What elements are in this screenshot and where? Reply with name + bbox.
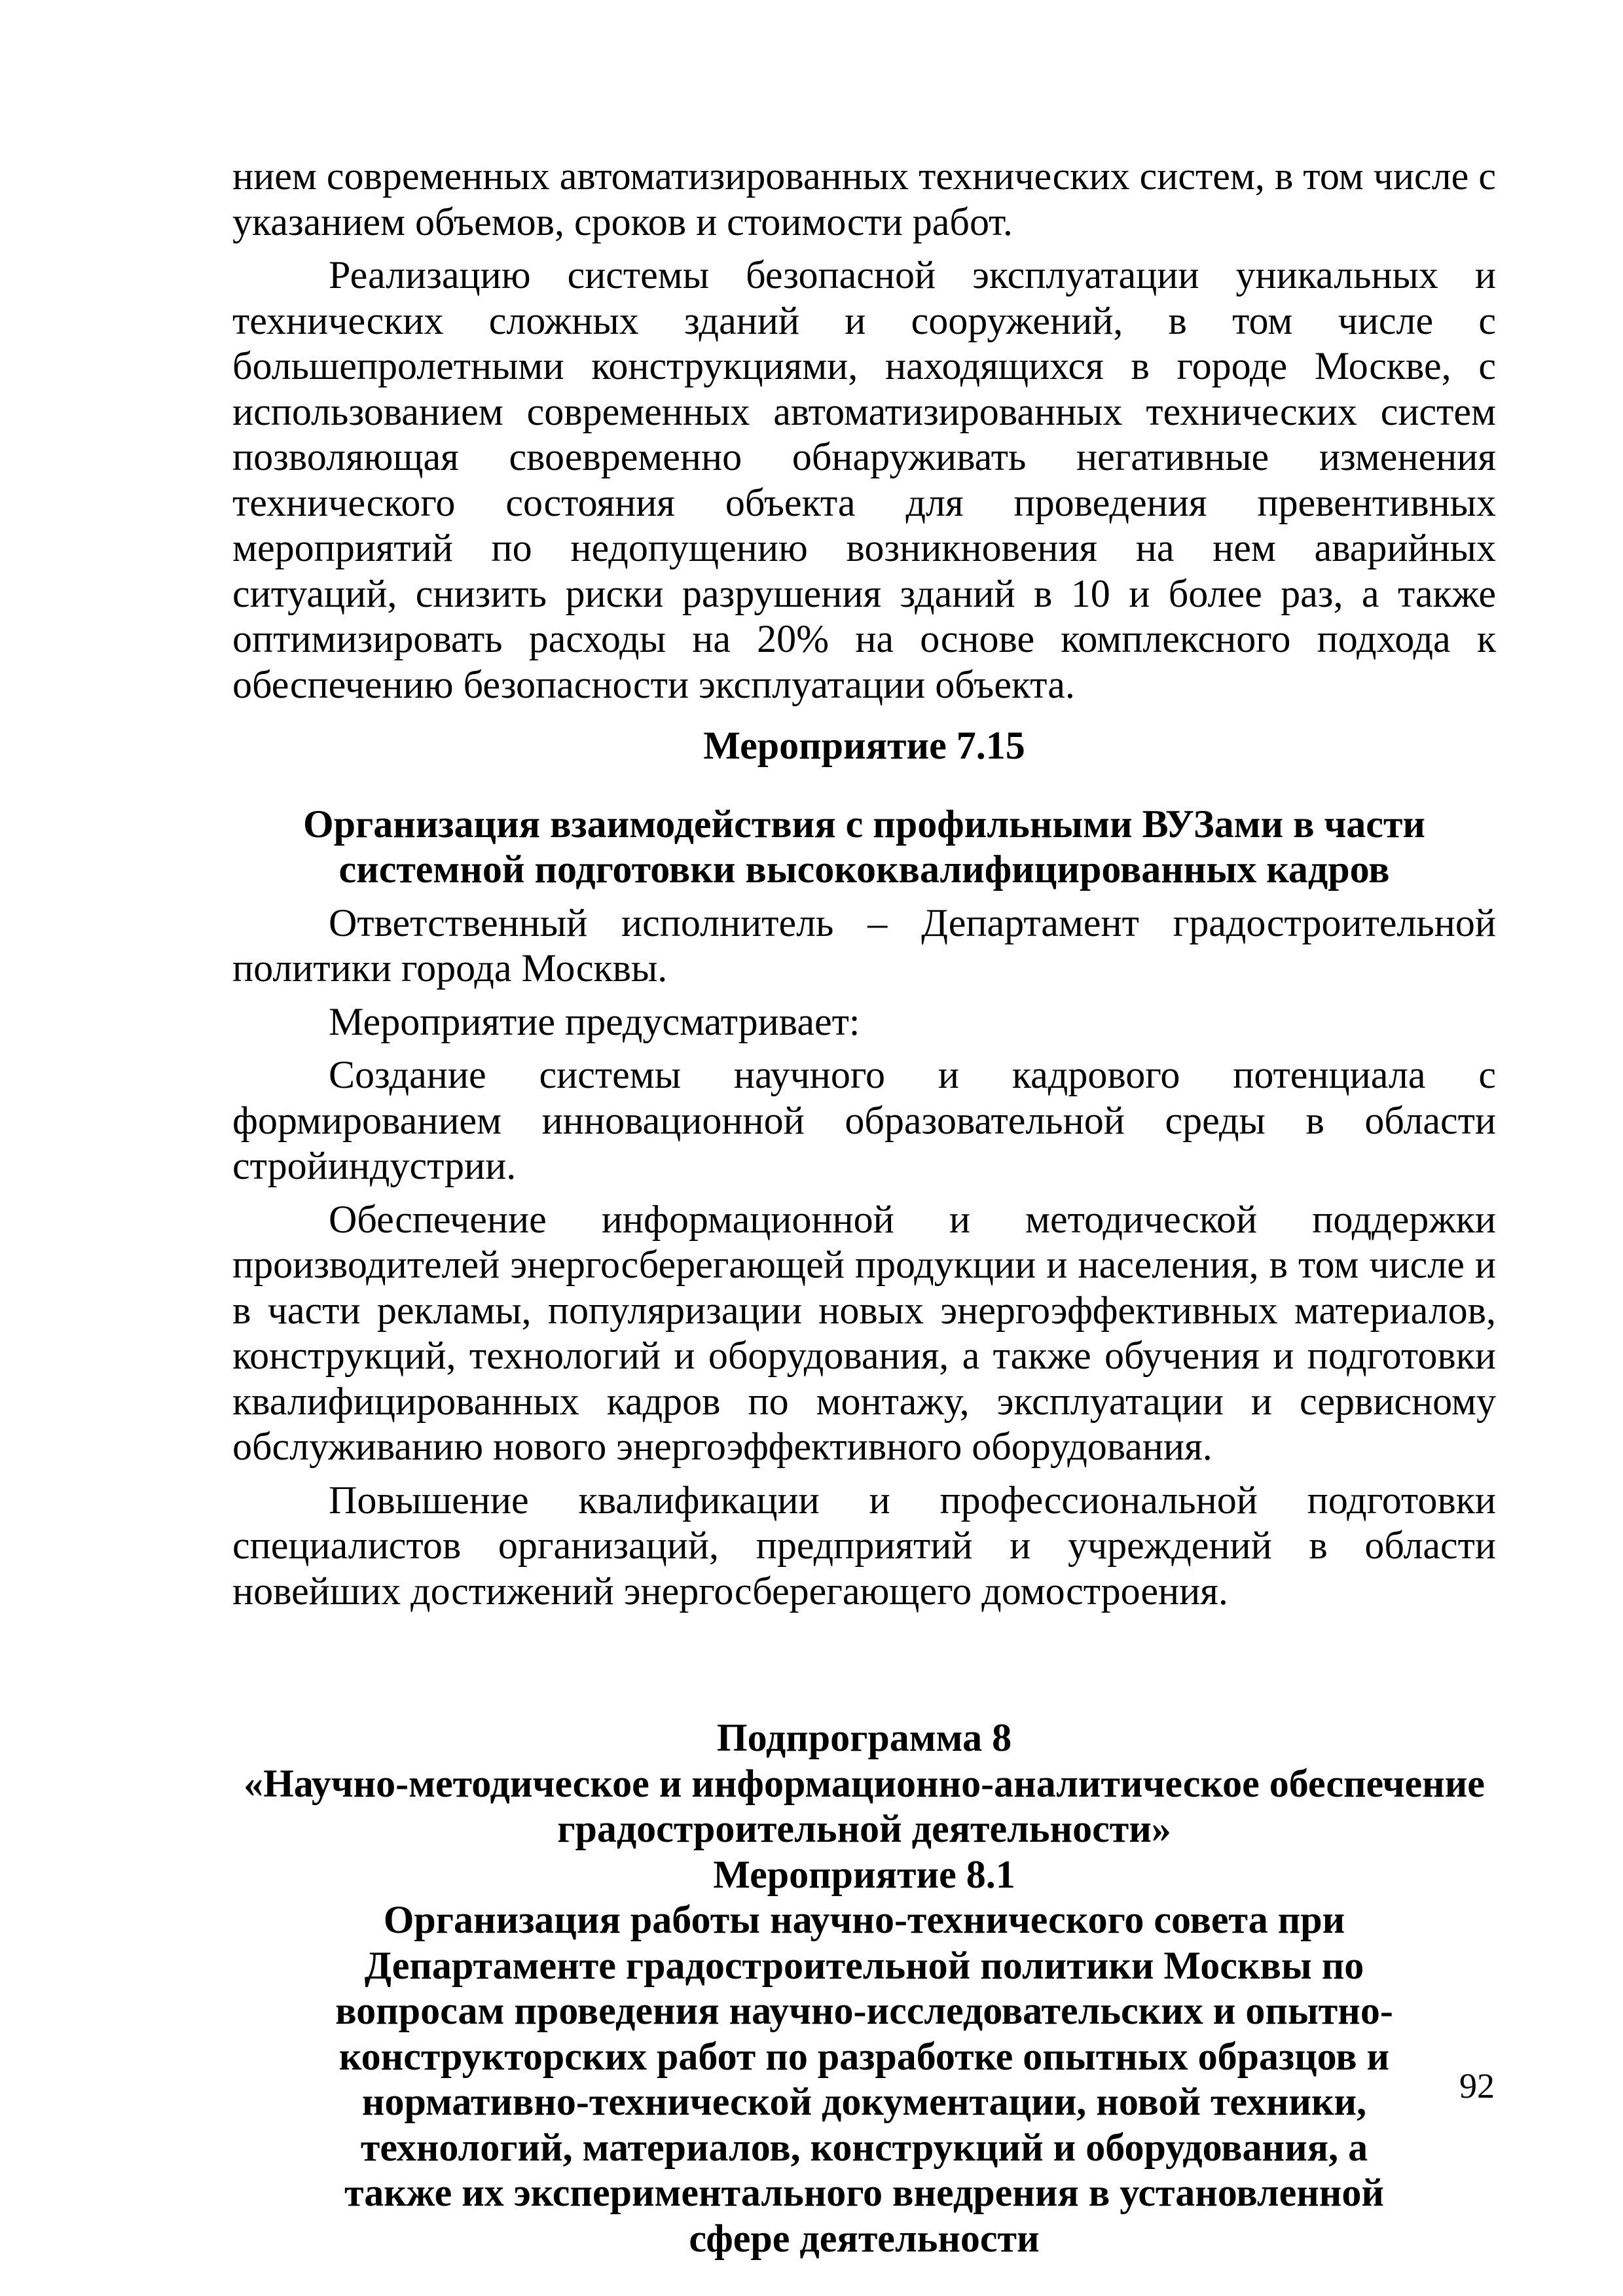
paragraph-responsible-executor: Ответственный исполнитель – Департамент градостроительной политики города Москвы. xyxy=(232,901,1496,990)
measure-8-1-heading: Мероприятие 8.1 xyxy=(713,1852,1015,1896)
measure-7-15-heading: Мероприятие 7.15 xyxy=(703,724,1025,767)
document-page xyxy=(232,154,1496,2261)
paragraph-safety-system: Реализацию системы безопасной эксплуатации уникальных и технических сложных зданий и сооружений, в том числе с большепролетными конструкциями, находящихся в городе Москве, с использованием современных автоматизированных технических систем позволяющая своевременно обнаруживать негативные изменения технического состояния объекта для проведения превентивных мероприятий по недопущению возникновения на нем аварийных ситуаций, снизить риски разрушения зданий в 10 и более раз, а также оптимизировать расходы на 20% на основе комплексного подхода к обеспечению безопасности эксплуатации объекта. xyxy=(232,253,1496,706)
paragraph-creation-of-system: Создание системы научного и кадрового потенциала с формированием инновационной образовательной среды в области стройиндустрии. xyxy=(232,1053,1496,1187)
subprogram-8-heading: Подпрограмма 8 xyxy=(716,1716,1012,1759)
paragraph-qualification-improvement: Повышение квалификации и профессиональной подготовки специалистов организаций, предприятий и учреждений в области новейших достижений энергосберегающего домостроения. xyxy=(232,1478,1496,1613)
paragraph-continuation: нием современных автоматизированных технических систем, в том числе с указанием объемов, сроков и стоимости работ. xyxy=(232,154,1496,243)
subprogram-8-title: «Научно-методическое и информационно-аналитическое обеспечение градостроительной деятельности» xyxy=(244,1761,1485,1850)
subprogram-8-block xyxy=(232,1715,1496,2261)
measure-8-1-title: Организация работы научно-технического совета при Департаменте градостроительной политики Москвы по вопросам проведения научно-исследовательских и опытно-конструкторских работ по разработке опытных образцов и нормативно-технической документации, новой техники, технологий, материалов, конструкций и оборудования, а также их экспериментального внедрения в установленной сфере деятельности xyxy=(335,1898,1393,2260)
measure-7-15-title: Организация взаимодействия с профильными ВУЗами в части системной подготовки высококвалифицированных кадров xyxy=(303,802,1425,891)
paragraph-information-support: Обеспечение информационной и методической поддержки производителей энергосберегающей продукции и населения, в том числе и в части рекламы, популяризации новых энергоэффективных материалов, конструкций, технологий и оборудования, а также обучения и подготовки квалифицированных кадров по монтажу, эксплуатации и сервисному обслуживанию нового энергоэффективного оборудования. xyxy=(232,1197,1496,1468)
page-number: 92 xyxy=(1459,2066,1495,2106)
paragraph-measure-provides: Мероприятие предусматривает: xyxy=(329,999,860,1043)
